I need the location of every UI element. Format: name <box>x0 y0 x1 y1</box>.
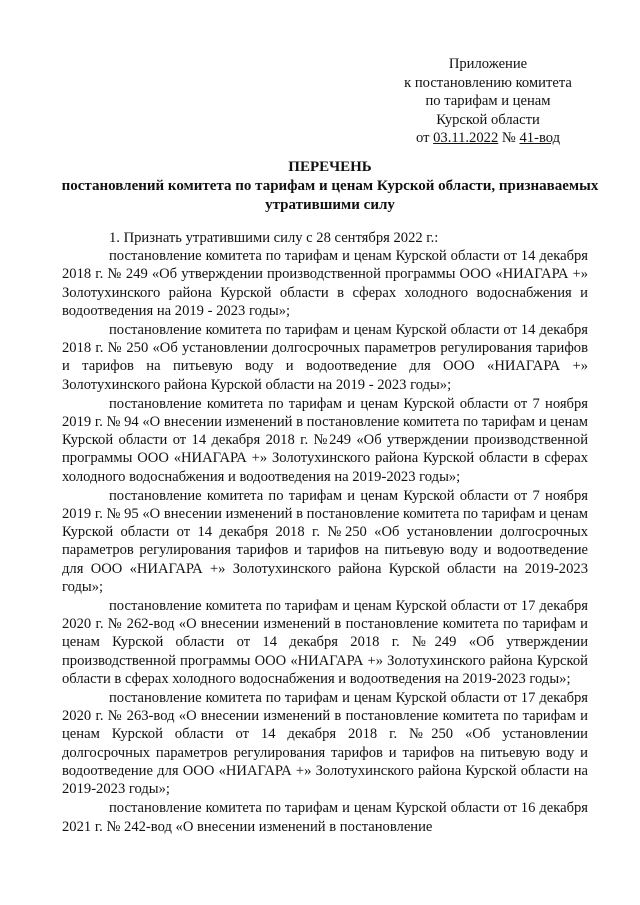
document-title <box>60 158 600 215</box>
list-item: постановление комитета по тарифам и ценам Курской области от 17 декабря 2020 г. № 263-вод «О внесении изменений в постановление комитета по тарифам и ценам Курской области от 14 декабря 2018 г. №250 «Об установлении долгосрочных параметров регулирования тарифов и тарифов на питьевую воду и водоотведение для ООО «НИАГАРА +» Золотухинского района Курской области на 2019-2023 годы»; <box>62 690 588 798</box>
list-item: постановление комитета по тарифам и ценам Курской области от 17 декабря 2020 г. № 262-вод «О внесении изменений в постановление комитета по тарифам и ценам Курской области от 14 декабря 2018 г. №249 «Об утверждении производственной программы ООО «НИАГАРА +» Золотухинского района Курской области в сферах холодного водоснабжения и водоотведения на 2019-2023 годы»; <box>62 598 588 687</box>
title-subheading: постановлений комитета по тарифам и ценам Курской области, признаваемых утратившими силу <box>61 178 599 213</box>
resolution-date: 03.11.2022 <box>433 130 499 146</box>
appendix-line: Курской области <box>436 111 540 128</box>
appendix-header <box>388 55 588 148</box>
resolution-number: 41-вод <box>519 130 561 146</box>
list-item: постановление комитета по тарифам и ценам Курской области от 16 декабря 2021 г. № 242-вод «О внесении изменений в постановление <box>62 800 588 835</box>
list-item: постановление комитета по тарифам и ценам Курской области от 14 декабря 2018 г. № 249 «Об утверждении производственной программы ООО «НИАГАРА +» Золотухинского района Курской области в сферах холодного водоснабжения и водоотведения на 2019 - 2023 годы»; <box>62 248 588 319</box>
title-heading: ПЕРЕЧЕНЬ <box>288 159 372 175</box>
number-prefix: № <box>498 130 520 146</box>
appendix-date-line <box>388 129 588 148</box>
date-prefix: от <box>415 130 434 146</box>
appendix-line: по тарифам и ценам <box>425 93 551 109</box>
document-body <box>62 229 588 837</box>
list-item: постановление комитета по тарифам и ценам Курской области от 7 ноября 2019 г. № 94 «О внесении изменений в постановление комитета по тарифам и ценам Курской области от 14 декабря 2018 г. №249 «Об утверждении производственной программы ООО «НИАГАРА +» Золотухинского района Курской области в сферах холодного водоснабжения и водоотведения на 2019-2023 годы»; <box>62 395 588 485</box>
list-item: постановление комитета по тарифам и ценам Курской области от 7 ноября 2019 г. № 95 «О внесении изменений в постановление комитета по тарифам и ценам Курской области от 14 декабря 2018 г. №250 «Об установлении долгосрочных параметров регулирования тарифов и тарифов на питьевую воду и водоотведение для ООО «НИАГАРА +» Золотухинского района Курской области на 2019-2023 годы»; <box>62 487 588 595</box>
appendix-line: к постановлению комитета <box>404 74 572 91</box>
intro-paragraph: 1. Признать утратившими силу с 28 сентября 2022 г.: <box>109 230 439 246</box>
appendix-line: Приложение <box>448 56 528 72</box>
list-item: постановление комитета по тарифам и ценам Курской области от 14 декабря 2018 г. № 250 «Об установлении долгосрочных параметров регулирования тарифов и тарифов на питьевую воду и водоотведение для ООО «НИАГАРА +» Золотухинского района Курской области на 2019 - 2023 годы»; <box>62 322 588 393</box>
